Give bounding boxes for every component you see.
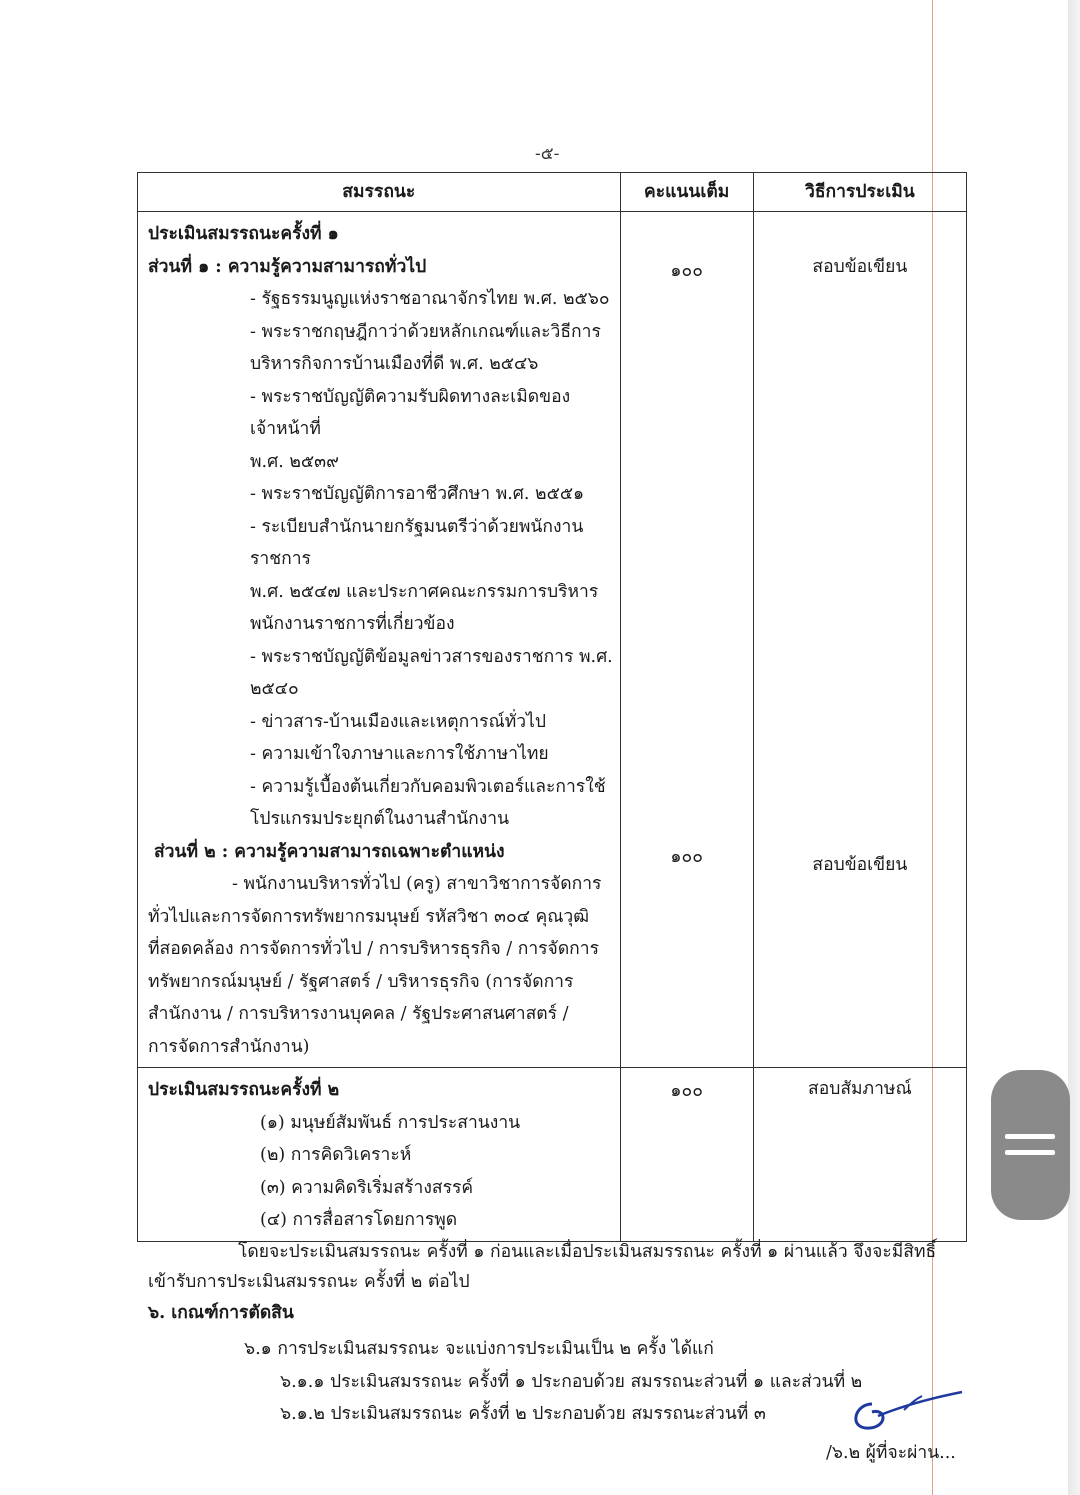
list-item: พ.ศ. ๒๕๔๗ และประกาศคณะกรรมการบริหาร: [250, 581, 599, 602]
list-item: ที่สอดคล้อง การจัดการทั่วไป / การบริหารธุรกิจ / การจัดการ: [148, 939, 600, 959]
drag-handle-icon[interactable]: [991, 1070, 1070, 1220]
list-item: เจ้าหน้าที่: [250, 419, 321, 439]
list-item: - ระเบียบสำนักนายกรัฐมนตรีว่าด้วยพนักงาน: [250, 516, 584, 537]
list-item: สำนักงาน / การบริหารงานบุคคล / รัฐประศาสนศาสตร์ /: [148, 1004, 569, 1024]
list-item: (๒) การคิดวิเคราะห์: [260, 1145, 412, 1165]
round2-method: สอบสัมภาษณ์: [753, 1068, 966, 1242]
round1-title: ประเมินสมรรถนะครั้งที่ ๑: [148, 224, 339, 244]
list-item: (๔) การสื่อสารโดยการพูด: [260, 1210, 458, 1230]
part1-title: ส่วนที่ ๑ : ความรู้ความสามารถทั่วไป: [148, 256, 427, 277]
list-item: ราชการ: [250, 549, 311, 569]
part2-method: สอบข้อเขียน: [812, 855, 908, 875]
list-item: การจัดการสำนักงาน): [148, 1036, 310, 1057]
section-6-1-2: ๖.๑.๒ ประเมินสมรรถนะ ครั้งที่ ๒ ประกอบด้วย สมรรถนะส่วนที่ ๓: [280, 1404, 766, 1424]
list-item: - พนักงานบริหารทั่วไป (ครู) สาขาวิชาการจัดการ: [232, 874, 602, 894]
list-item: - ข่าวสาร-บ้านเมืองและเหตุการณ์ทั่วไป: [250, 711, 546, 732]
list-item: - พระราชบัญญัติความรับผิดทางละเมิดของ: [250, 386, 571, 407]
part2-score: ๑๐๐: [670, 847, 703, 867]
section6-title: ๖. เกณฑ์การตัดสิน: [148, 1303, 294, 1323]
section-6-1: ๖.๑ การประเมินสมรรถนะ จะแบ่งการประเมินเป็น ๒ ครั้ง ได้แก่: [244, 1339, 714, 1359]
list-item: พ.ศ. ๒๕๓๙: [250, 451, 339, 472]
list-item: ทรัพยากรณ์มนุษย์ / รัฐศาสตร์ / บริหารธุรกิจ (การจัดการ: [148, 971, 574, 992]
round1-score-cell: [620, 212, 753, 1068]
signature-mark: [842, 1386, 972, 1436]
list-item: - รัฐธรรมนูญแห่งราชอาณาจักรไทย พ.ศ. ๒๕๖๐: [250, 289, 610, 309]
list-item: - ความรู้เบื้องต้นเกี่ยวกับคอมพิวเตอร์และการใช้: [250, 776, 606, 797]
handle-bar-top: [1005, 1134, 1055, 1139]
list-item: (๑) มนุษย์สัมพันธ์ การประสานงาน: [260, 1112, 521, 1133]
page-edge: [1068, 0, 1080, 1495]
note-line-2: เข้ารับการประเมินสมรรถนะ ครั้งที่ ๒ ต่อไป: [148, 1272, 470, 1292]
table-row: [138, 1068, 967, 1242]
header-full-score: คะแนนเต็ม: [620, 173, 753, 212]
page-number: -๕-: [535, 144, 560, 164]
list-item: โปรแกรมประยุกต์ในงานสำนักงาน: [250, 809, 510, 829]
list-item: พนักงานราชการที่เกี่ยวข้อง: [250, 614, 455, 634]
round2-score: ๑๐๐: [620, 1068, 753, 1242]
continued-note: /๖.๒ ผู้ที่จะผ่าน...: [826, 1443, 956, 1463]
part1-score: ๑๐๐: [670, 261, 703, 281]
list-item: - พระราชบัญญัติข้อมูลข่าวสารของราชการ พ.ศ.: [250, 646, 613, 667]
list-item: ๒๕๔๐: [250, 679, 299, 699]
part2-title: ส่วนที่ ๒ : ความรู้ความสามารถเฉพาะตำแหน่ง: [154, 841, 505, 862]
list-item: - พระราชกฤษฎีกาว่าด้วยหลักเกณฑ์และวิธีการ: [250, 321, 601, 342]
part1-method: สอบข้อเขียน: [812, 257, 908, 277]
round2-title: ประเมินสมรรถนะครั้งที่ ๒: [148, 1080, 340, 1100]
round1-cell: [138, 212, 621, 1068]
competency-table: [137, 172, 967, 1242]
header-competency: สมรรถนะ: [138, 173, 621, 212]
round1-method-cell: [753, 212, 966, 1068]
round2-cell: [138, 1068, 621, 1242]
table-row: [138, 212, 967, 1068]
section-6-1-1: ๖.๑.๑ ประเมินสมรรถนะ ครั้งที่ ๑ ประกอบด้วย สมรรถนะส่วนที่ ๑ และส่วนที่ ๒: [280, 1372, 863, 1392]
header-method: วิธีการประเมิน: [753, 173, 966, 212]
handle-bar-bottom: [1005, 1150, 1055, 1155]
list-item: ทั่วไปและการจัดการทรัพยากรมนุษย์ รหัสวิชา ๓๐๔ คุณวุฒิ: [148, 906, 590, 927]
list-item: บริหารกิจการบ้านเมืองที่ดี พ.ศ. ๒๕๔๖: [250, 354, 539, 374]
table-header-row: [138, 173, 967, 212]
list-item: - ความเข้าใจภาษาและการใช้ภาษาไทย: [250, 744, 549, 764]
list-item: (๓) ความคิดริเริ่มสร้างสรรค์: [260, 1177, 474, 1198]
list-item: - พระราชบัญญัติการอาชีวศึกษา พ.ศ. ๒๕๕๑: [250, 484, 585, 504]
note-line-1: โดยจะประเมินสมรรถนะ ครั้งที่ ๑ ก่อนและเมื่อประเมินสมรรถนะ ครั้งที่ ๑ ผ่านแล้ว จึงจะมีสิทธิ์: [238, 1242, 937, 1262]
